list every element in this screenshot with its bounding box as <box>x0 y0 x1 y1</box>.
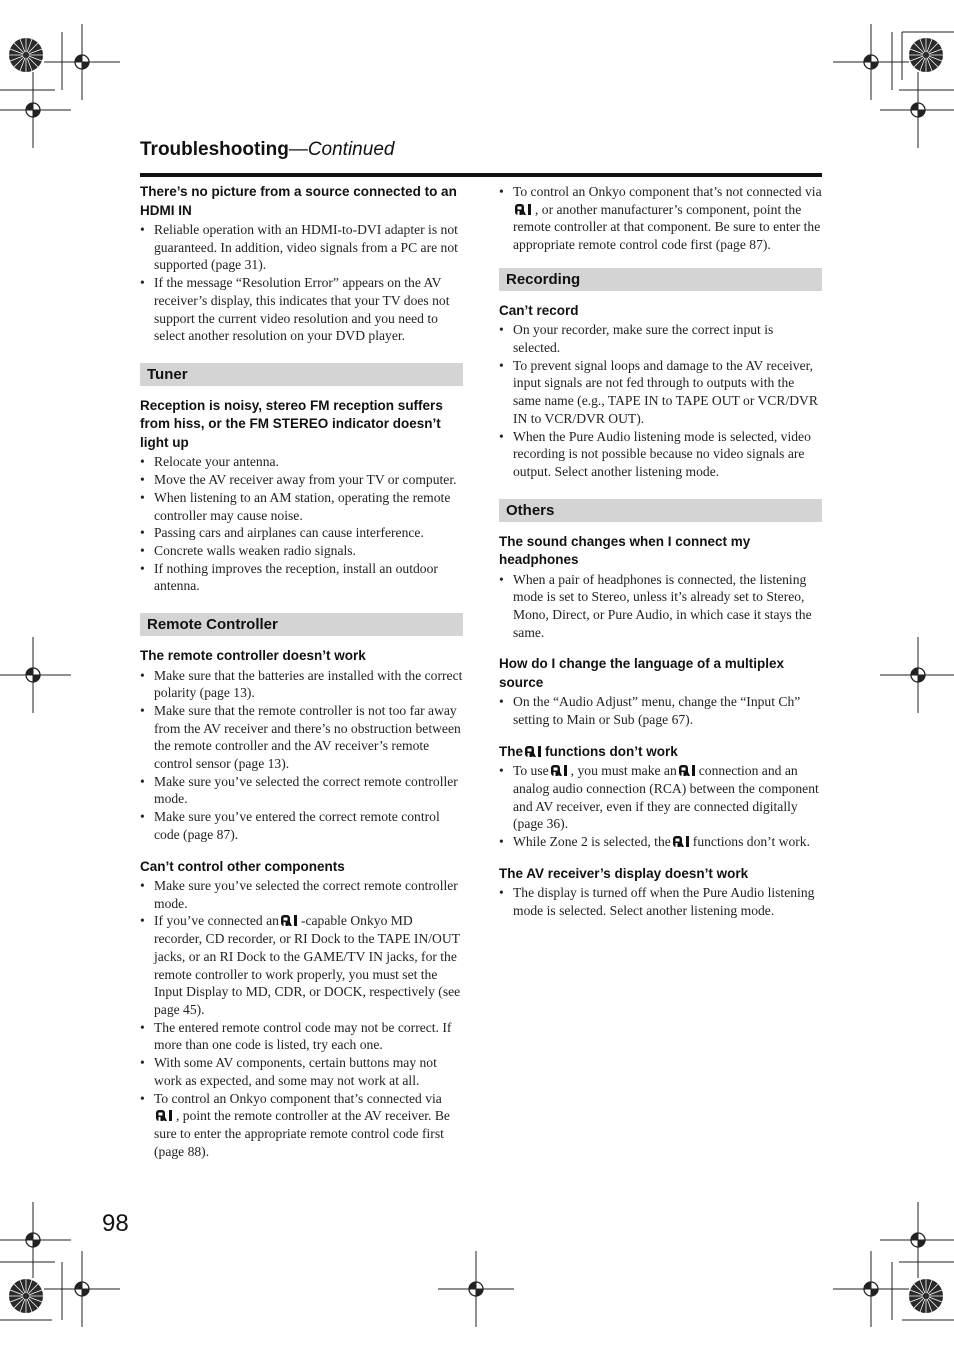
hdmi-question: There’s no picture from a source connected to an HDMI IN <box>140 184 457 218</box>
list-item: • When a pair of headphones is connected, the listening mode is set to Stereo, unless it’s already set to Stereo, Mono, Direct, or Pure Audio, in which case it stays the same. <box>499 571 822 642</box>
section-recording-heading: Recording <box>499 268 822 291</box>
ri-logo-icon <box>281 915 299 926</box>
ri-logo-icon <box>156 1110 174 1121</box>
list-item: • To prevent signal loops and damage to the AV receiver, input signals are not fed through to outputs with the same name (e.g., TAPE IN to TAPE OUT or VCR/DVR IN to VCR/DVR OUT). <box>499 357 822 428</box>
section-others-heading: Others <box>499 499 822 522</box>
ri-logo-icon <box>679 765 697 776</box>
list-item: • While Zone 2 is selected, the functions don’t work. <box>499 833 822 851</box>
remote-question-not-work: The remote controller doesn’t work <box>140 648 366 664</box>
crosshair-icon <box>44 1251 120 1327</box>
star-target-icon <box>909 38 943 72</box>
list-item: • When the Pure Audio listening mode is selected, video recording is not possible because no video signals are output. Select another listening mode. <box>499 428 822 481</box>
section-tuner-heading: Tuner <box>140 363 463 386</box>
page-number: 98 <box>102 1210 129 1237</box>
hdmi-list <box>140 221 463 345</box>
section-remote-heading: Remote Controller <box>140 613 463 636</box>
others-list-2 <box>499 693 822 728</box>
others-question-ri: The functions don’t work <box>499 743 678 759</box>
crosshair-icon <box>880 72 954 148</box>
page-title-continued: —Continued <box>288 139 395 160</box>
page-title: Troubleshooting <box>140 139 289 160</box>
list-item: • When listening to an AM station, operating the remote controller may cause noise. <box>140 489 463 524</box>
remote-list-2 <box>140 877 463 1160</box>
tuner-list <box>140 453 463 595</box>
recording-list <box>499 321 822 480</box>
others-list-3 <box>499 762 822 851</box>
list-item: • To control an Onkyo component that’s not connected via, or another manufacturer’s component, point the remote controller at that component. Be sure to enter the appropriate remote control code first (page 87). <box>499 183 822 254</box>
tuner-question: Reception is noisy, stereo FM reception suffers from hiss, or the FM STEREO indicator doesn’t light up <box>140 397 443 450</box>
ri-logo-icon <box>551 765 569 776</box>
recording-question: Can’t record <box>499 302 579 318</box>
list-item: • If nothing improves the reception, install an outdoor antenna. <box>140 560 463 595</box>
list-item: • To use , you must make an connection and an analog audio connection (RCA) between the component and AV receiver, even if they are connected digitally (page 36). <box>499 762 822 833</box>
ri-logo-icon <box>525 746 543 757</box>
list-item: • Make sure you’ve selected the correct remote controller mode. <box>140 877 463 912</box>
page-header <box>140 139 822 177</box>
list-item: • Make sure you’ve entered the correct remote control code (page 87). <box>140 808 463 843</box>
crosshair-icon <box>0 637 71 713</box>
list-item: • If the message “Resolution Error” appears on the AV receiver’s display, this indicates that your TV does not support the current video resolution and you need to select another resolution on your DVD player. <box>140 274 463 345</box>
crosshair-icon <box>0 1202 71 1278</box>
others-question-headphones: The sound changes when I connect my headphones <box>499 533 751 568</box>
list-item: • To control an Onkyo component that’s connected via, point the remote controller at the AV receiver. Be sure to enter the appropriate remote control code first (page 88). <box>140 1090 463 1161</box>
remote-list-2-continued <box>499 183 822 254</box>
right-column <box>499 183 822 934</box>
crosshair-icon <box>0 72 71 148</box>
list-item: • Move the AV receiver away from your TV or computer. <box>140 471 463 489</box>
star-target-icon <box>909 1279 943 1313</box>
list-item: • Reliable operation with an HDMI-to-DVI adapter is not guaranteed. In addition, video signals from a PC are not supported (page 31). <box>140 221 463 274</box>
list-item: • The display is turned off when the Pure Audio listening mode is selected. Select another listening mode. <box>499 884 822 919</box>
star-target-icon <box>9 38 43 72</box>
left-column <box>140 183 463 1174</box>
crosshair-icon <box>880 637 954 713</box>
list-item: • With some AV components, certain buttons may not work as expected, and some may not work at all. <box>140 1054 463 1089</box>
list-item: • Relocate your antenna. <box>140 453 463 471</box>
list-item: • On the “Audio Adjust” menu, change the “Input Ch” setting to Main or Sub (page 67). <box>499 693 822 728</box>
others-list-4 <box>499 884 822 919</box>
list-item: • Make sure you’ve selected the correct remote controller mode. <box>140 773 463 808</box>
remote-list-1 <box>140 667 463 844</box>
crosshair-icon <box>880 1202 954 1278</box>
crosshair-icon <box>833 24 909 100</box>
ri-logo-icon <box>673 836 691 847</box>
list-item: • Make sure that the remote controller is not too far away from the AV receiver and there’s no obstruction between the remote controller and the AV receiver’s remote control sensor (page 13). <box>140 702 463 773</box>
list-item: • Make sure that the batteries are installed with the correct polarity (page 13). <box>140 667 463 702</box>
others-question-multiplex: How do I change the language of a multiplex source <box>499 656 785 690</box>
crosshair-icon <box>833 1251 909 1327</box>
others-list-1 <box>499 571 822 642</box>
list-item: • The entered remote control code may not be correct. If more than one code is listed, try each one. <box>140 1019 463 1054</box>
crosshair-icon <box>44 24 120 100</box>
list-item: • If you’ve connected an -capable Onkyo MD recorder, CD recorder, or RI Dock to the TAPE IN/OUT jacks, or an RI Dock to the GAME/TV IN jacks, for the remote controller to work properly, you must set the Input Display to MD, CDR, or DOCK, respectively (see page 45). <box>140 912 463 1018</box>
others-question-display: The AV receiver’s display doesn’t work <box>499 865 749 881</box>
ri-logo-icon <box>515 204 533 215</box>
star-target-icon <box>9 1279 43 1313</box>
list-item: • Passing cars and airplanes can cause interference. <box>140 524 463 542</box>
crosshair-icon <box>438 1251 514 1327</box>
remote-question-other-components: Can’t control other components <box>140 858 345 874</box>
list-item: • Concrete walls weaken radio signals. <box>140 542 463 560</box>
list-item: • On your recorder, make sure the correct input is selected. <box>499 321 822 356</box>
